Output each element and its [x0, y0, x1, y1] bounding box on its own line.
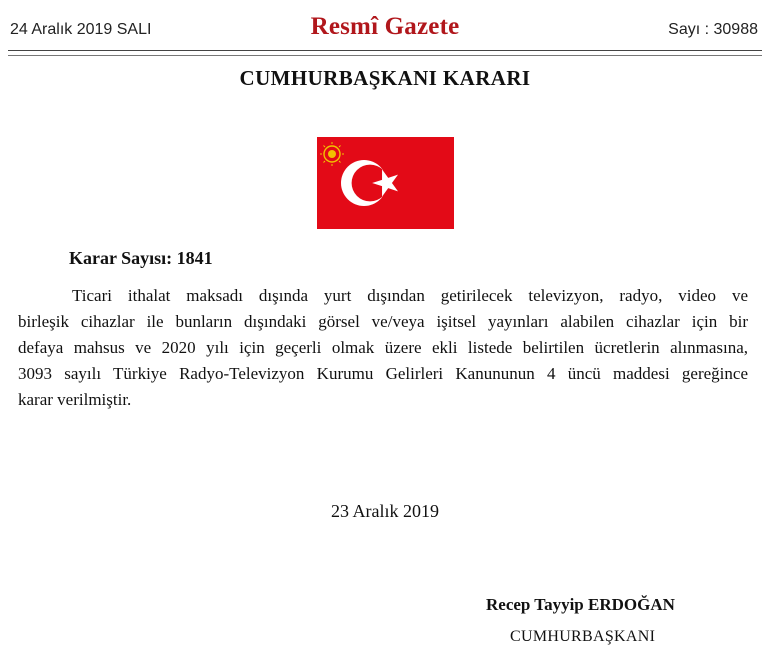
signer-name: Recep Tayyip ERDOĞAN: [486, 595, 675, 614]
gazette-title: Resmî Gazete: [310, 13, 460, 40]
body-line: Ticari ithalat maksadı dışında yurt dışından getirilecek televizyon, radyo, video ve: [72, 286, 748, 305]
header-divider: [8, 50, 762, 51]
signer-title: CUMHURBAŞKANI: [510, 628, 656, 645]
decision-number: Karar Sayısı: 1841: [69, 248, 213, 268]
decision-date: 23 Aralık 2019: [331, 501, 439, 521]
decision-body: [18, 283, 748, 413]
presidential-seal-icon: [320, 142, 344, 166]
body-line: defaya mahsus ve 2020 yılı için geçerli olmak üzere ekli listede belirtilen ücretlerin alınmasına,: [18, 338, 748, 357]
publication-date: 24 Aralık 2019 SALI: [10, 21, 152, 38]
gazette-header: [0, 0, 770, 52]
issue-number: Sayı : 30988: [668, 21, 758, 38]
body-line: karar verilmiştir.: [18, 390, 132, 409]
header-divider-secondary: [8, 55, 762, 56]
document-heading: CUMHURBAŞKANI KARARI: [239, 66, 531, 90]
body-line: 3093 sayılı Türkiye Radyo-Televizyon Kurumu Gelirleri Kanununun 4 üncü maddesi gereğince: [18, 364, 748, 383]
turkish-flag-icon: [317, 137, 454, 229]
body-line: birleşik cihazlar ile bunların dışındaki görsel ve/veya işitsel yayınları alabilen cihazlar için bir: [18, 312, 748, 331]
